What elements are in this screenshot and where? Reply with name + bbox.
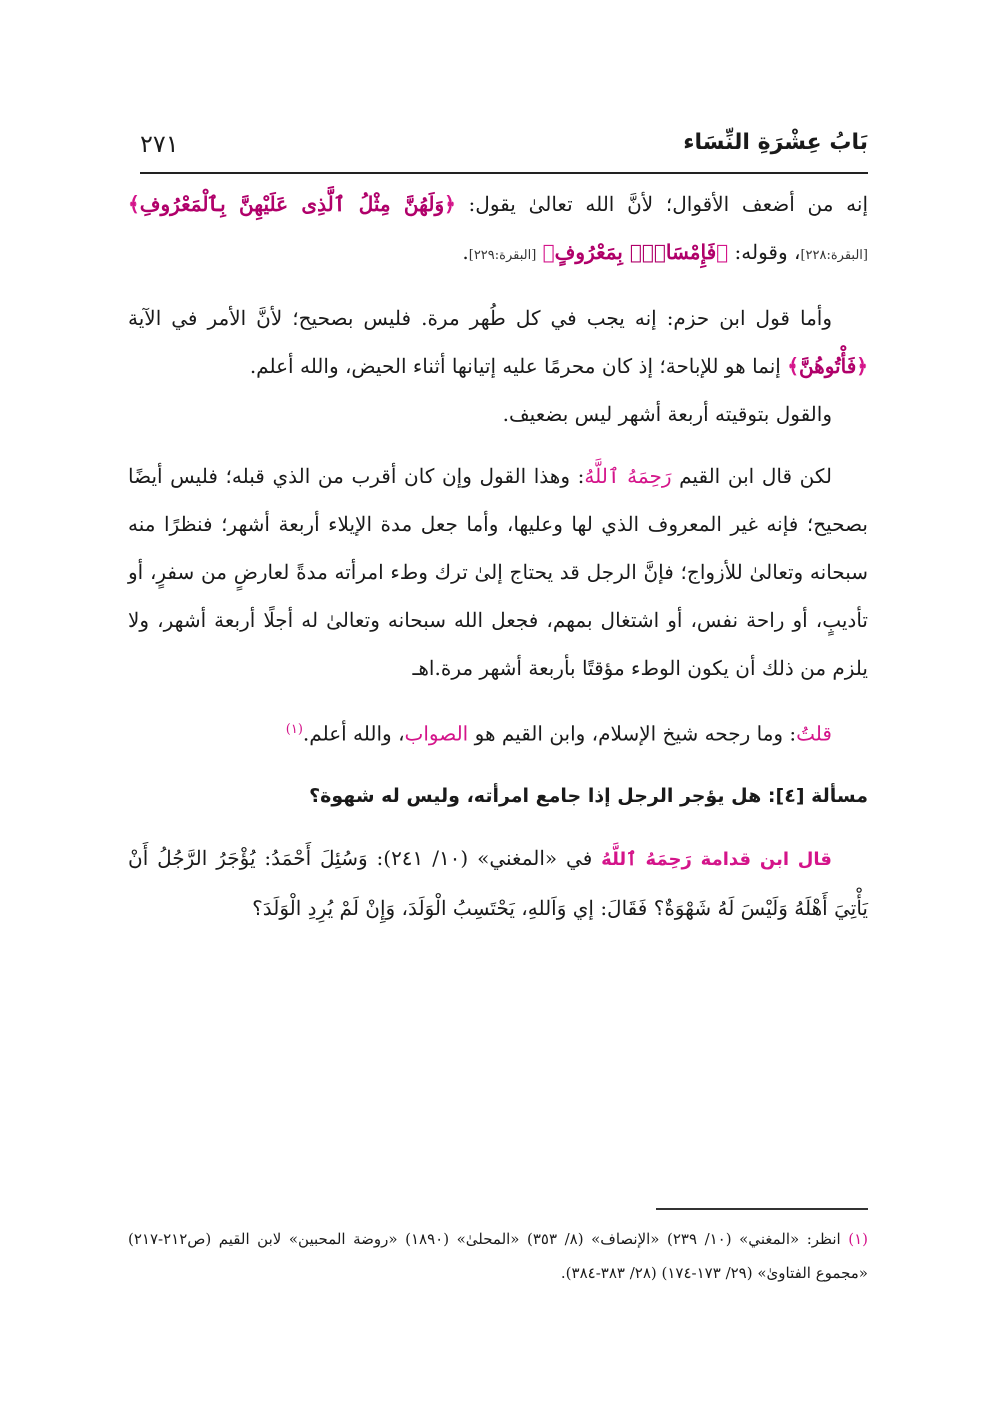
text-segment: ، والله أعلم.: [302, 721, 405, 746]
text-segment: إنه من أضعف الأقوال؛ لأنَّ الله تعالىٰ يقول:: [455, 192, 868, 216]
ornate-bracket-close: ﴾: [128, 192, 140, 216]
ornate-bracket-close: ﴾: [787, 354, 799, 378]
issue-title: هل يؤجر الرجل إذا جامع امرأته، وليس له شهوة؟: [309, 784, 768, 807]
quran-verse: فَأْتُوهُنَّ: [798, 354, 857, 378]
qultu-label: قلتُ: [796, 721, 832, 746]
ornate-bracket-open: ﴿: [716, 240, 729, 264]
paragraph-5: [128, 706, 868, 758]
text-segment: وأما قول ابن حزم: إنه يجب في كل طُهر مرة. فليس بصحيح؛ لأنَّ الأمر في الآية: [128, 306, 832, 330]
paragraph-4: [128, 452, 868, 692]
issue-label: مسألة [٤]:: [767, 784, 868, 807]
paragraph-3: والقول بتوقيته أربعة أشهر ليس بضعيف.: [502, 402, 832, 426]
quran-verse: فَإِمْسَاكٌۢ بِمَعْرُوفٍ: [554, 240, 717, 264]
text-segment: لكن قال ابن القيم: [671, 464, 832, 488]
issue-heading: [128, 772, 868, 820]
main-text: [128, 180, 868, 932]
footnote: [128, 1222, 868, 1290]
honorific: رَحِمَهُ ٱللَّهُ: [584, 464, 672, 488]
ornate-bracket-close: ﴾: [542, 240, 555, 264]
footnote-marker[interactable]: (١): [285, 722, 303, 737]
page-header: [140, 128, 868, 174]
sawab-word: الصواب: [404, 721, 469, 746]
verse-reference: [البقرة:٢٢٨]: [800, 248, 868, 263]
footnote-number: (١): [848, 1230, 868, 1248]
running-title: بَابُ عِشْرَةِ النِّسَاء: [683, 130, 868, 155]
ornate-bracket-open: ﴿: [444, 192, 456, 216]
quran-verse: وَلَهُنَّ مِثْلُ ٱلَّذِى عَلَيْهِنَّ بِٱلْمَعْرُوفِ: [139, 192, 445, 216]
text-segment: في «المغني» (١٠/ ٢٤١): وَسُئِلَ أَحْمَدُ: يُؤْجَرُ الرَّجُلُ أَنْ يَأْتِيَ أَهْلَهُ وَلَيْسَ لَهُ شَهْوَةٌ؟ فَقَالَ: إي وَاَللهِ، يَحْتَسِبُ الْوَلَدَ، وَإِنْ لَمْ يُرِدِ الْوَلَدَ؟: [128, 845, 868, 920]
footnote-text: انظر: «المغني» (١٠/ ٢٣٩) «الإنصاف» (٨/ ٣٥٣) «المحلىٰ» (١٨٩٠) «روضة المحبين» لابن القيم (ص٢١٢-٢١٧) «مجموع الفتاوىٰ» (٢٩/ ١٧٣-١٧٤) (٢٨/ ٣٨٣-٣٨٤).: [128, 1230, 868, 1282]
scholar-name: قال ابن قدامة رَحِمَهُ ٱللَّهُ: [601, 848, 832, 870]
text-segment: إنما هو للإباحة؛ إذ كان محرمًا عليه إتيانها أثناء الحيض، والله أعلم.: [249, 354, 788, 378]
page-number: ٢٧١: [140, 130, 179, 158]
text-segment: : وما رجحه شيخ الإسلام، وابن القيم هو: [468, 721, 797, 746]
text-segment: .: [462, 240, 469, 264]
ornate-bracket-open: ﴿: [856, 354, 868, 378]
verse-reference: [البقرة:٢٢٩]: [468, 248, 537, 263]
text-segment: : وهذا القول وإن كان أقرب من الذي قبله؛ فليس أيضًا بصحيح؛ فإنه غير المعروف الذي لها وعليها، وأما جعل مدة الإيلاء أربعة أشهر؛ فنظرًا منه سبحانه وتعالىٰ للأزواج؛ فإنَّ الرجل قد يحتاج إلىٰ ترك وطء امرأته مدةً لعارضٍ من سفرٍ، أو تأديبٍ، أو راحة نفس، أو اشتغال بمهم، فجعل الله سبحانه وتعالىٰ له أجلًا أربعة أشهر، ولا يلزم من ذلك أن يكون الوطء مؤقتًا بأربعة أشهر مرة.اهـ: [128, 464, 868, 680]
paragraph-6: [128, 834, 868, 932]
paragraph-1: [128, 180, 868, 280]
text-segment: ، وقوله:: [728, 240, 801, 264]
footnote-separator: [656, 1208, 868, 1210]
paragraph-2: [128, 294, 868, 390]
